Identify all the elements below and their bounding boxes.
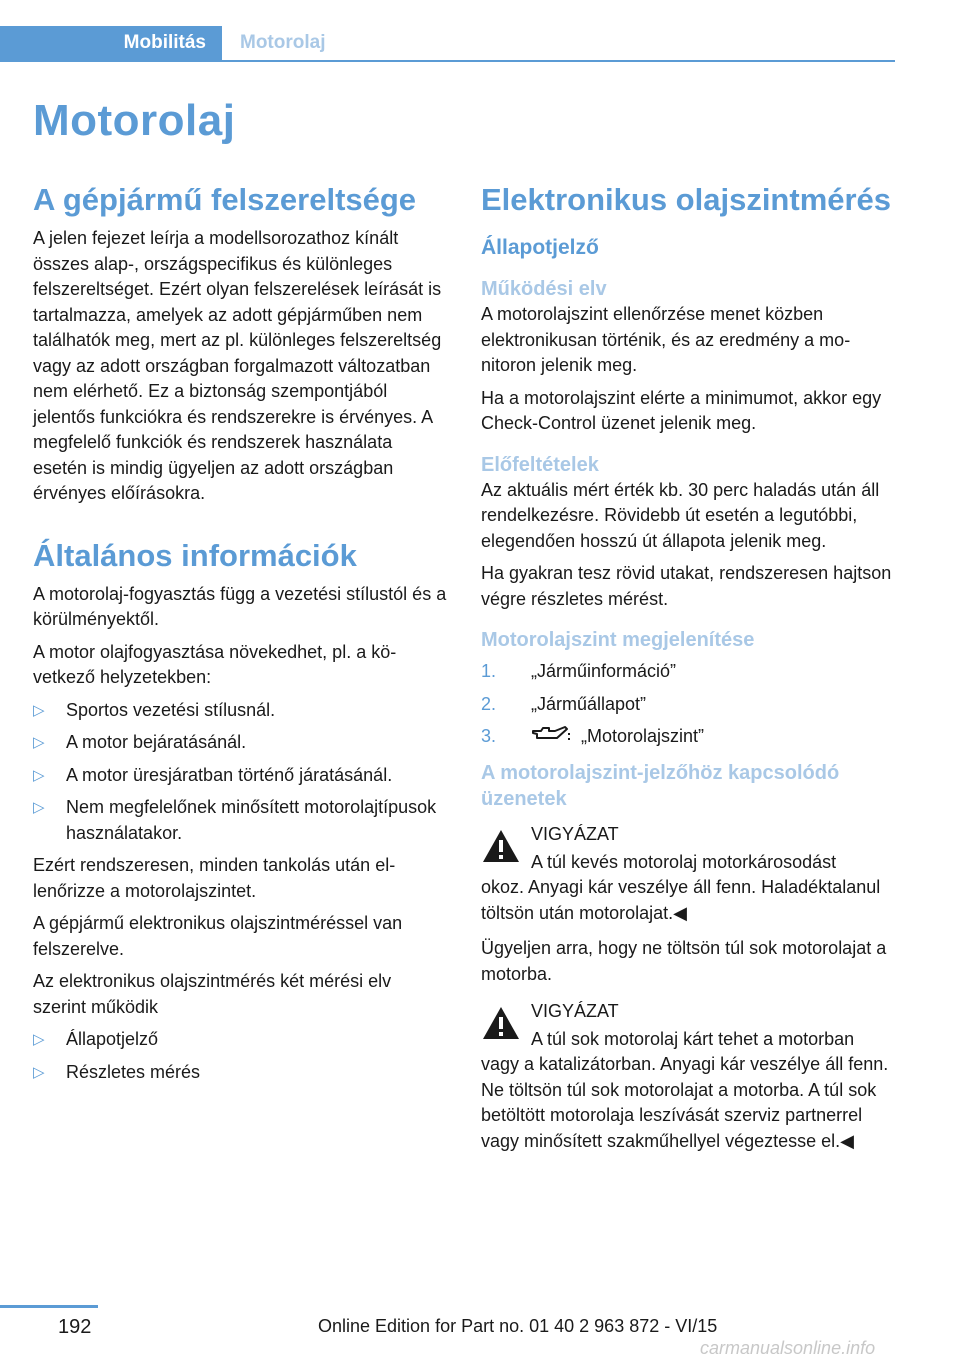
heading-uzenetek: A motorolajszint-jelzőhöz kapcsolódó üzenetek bbox=[481, 762, 840, 810]
section-title-elektronikus: Elektronikus olajszintmérés bbox=[481, 182, 892, 217]
right-column bbox=[481, 180, 896, 1161]
warning-text: A túl sok motorolaj kárt tehet a motorban bbox=[531, 1028, 855, 1049]
heading-megjelenites: Motorolajszint megjelenítése bbox=[481, 629, 755, 651]
triangle-bullet-icon: ▷ bbox=[33, 1063, 45, 1081]
paragraph: Az elektronikus olajszintmérés két mérési elv szerint működik bbox=[33, 971, 392, 1017]
paragraph: Ezért rendszeresen, minden tankolás után ellenőrizze a motorolajszintet. bbox=[33, 855, 396, 901]
paragraph: Ha gyakran tesz rövid utakat, rendszeresen hajtson végre részletes mérést. bbox=[481, 563, 892, 609]
bullet-list bbox=[33, 698, 448, 847]
watermark: carmanualsonline.info bbox=[700, 1338, 876, 1358]
header-tabs bbox=[0, 26, 895, 62]
paragraph: A motor olajfogyasztása növekedhet, pl. a következő helyzetekben: bbox=[33, 641, 397, 687]
tab-motorolaj[interactable]: Motorolaj bbox=[240, 32, 326, 53]
warning-triangle-icon bbox=[481, 1005, 521, 1046]
header-divider bbox=[0, 60, 895, 62]
paragraph: A motorolajszint ellenőrzése menet közben elektronikusan történik, és az eredmény a monitoron jelenik meg. bbox=[481, 304, 851, 375]
oil-can-icon bbox=[531, 725, 571, 751]
warning-text: okoz. Anyagi kár veszélye áll fenn. Haladéktalanul töltsön után motorolajat.◀ bbox=[481, 877, 881, 923]
paragraph: A motorolaj-fogyasztás függ a vezetési stílustól és a körülményektől. bbox=[33, 583, 447, 629]
list-item: ▷ Állapotjelző bbox=[33, 1027, 448, 1053]
warning-title: VIGYÁZAT bbox=[531, 824, 619, 844]
list-item: ▷ Sportos vezetési stílusnál. bbox=[33, 698, 448, 724]
triangle-bullet-icon: ▷ bbox=[33, 799, 45, 816]
triangle-bullet-icon: ▷ bbox=[33, 734, 45, 751]
triangle-bullet-icon: ▷ bbox=[33, 766, 45, 784]
list-item: ▷ Részletes mérés bbox=[33, 1060, 448, 1086]
paragraph: Ügyeljen arra, hogy ne töltsön túl sok motorolajat a motorba. bbox=[481, 938, 887, 984]
paragraph: A jelen fejezet leírja a modellsorozathoz kínált összes alap-, országspecifikus és különleges felszereltséget. Ezért olyan felszerelések leírását is tartalmazza, amelyek az adott gépjárműben nem találhatók meg, mert az pl. különleges felszereltség vagy az adott országban forgalmazott változatban nem elérhető. Ez a biztonság szempontjából jelentős funkciókra és rendszerekre is érvényes. A megfelelő funkciók és rendszerek használata esetén is mindig ügyeljen az adott országban érvényes előírásokra. bbox=[33, 228, 442, 503]
subsection-title-allapotjelzo: Állapotjelző bbox=[481, 236, 599, 259]
warning-box bbox=[481, 999, 896, 1052]
left-column bbox=[33, 180, 448, 1092]
page-title: Motorolaj bbox=[33, 96, 236, 145]
list-item: ▷ A motor bejáratásánál. bbox=[33, 730, 448, 756]
warning-text: vagy a katalizátorban. Anyagi kár veszélye áll fenn. Ne töltsön túl sok motorolajat a motorba. A túl sok betöltött motorolaja leszívását szerviz partnerrel vagy minősített szakműhellyel végeztesse el.◀ bbox=[481, 1054, 889, 1151]
section-title-altalanos: Általános információk bbox=[33, 537, 357, 573]
warning-text: A túl kevés motorolaj motorkárosodást bbox=[531, 851, 837, 872]
bullet-list-methods bbox=[33, 1027, 448, 1085]
page-number: 192 bbox=[58, 1316, 92, 1338]
list-item: 1. „Járműinformáció” bbox=[481, 661, 677, 681]
triangle-bullet-icon: ▷ bbox=[33, 701, 45, 719]
heading-elofeltetelek: Előfeltételek bbox=[481, 453, 599, 476]
paragraph: A gépjármű elektronikus olajszintméréssel van felszerelve. bbox=[33, 913, 403, 959]
section-title-felszereltseg: A gépjármű felszereltsége bbox=[33, 182, 417, 217]
warning-title: VIGYÁZAT bbox=[531, 1001, 619, 1021]
warning-triangle-icon bbox=[481, 828, 521, 869]
edition-info: Online Edition for Part no. 01 40 2 963 872 - VI/15 bbox=[318, 1316, 718, 1336]
heading-mukodesi-elv: Működési elv bbox=[481, 278, 607, 300]
list-item: ▷ A motor üresjáratban történő járatásánál. bbox=[33, 763, 448, 789]
tab-mobilitas[interactable]: Mobilitás bbox=[0, 26, 222, 60]
paragraph: Ha a motorolajszint elérte a minimumot, akkor egy Check-Control üzenet jelenik meg. bbox=[481, 387, 882, 433]
footer-divider bbox=[0, 1305, 98, 1308]
triangle-bullet-icon: ▷ bbox=[33, 1031, 45, 1048]
paragraph: Az aktuális mért érték kb. 30 perc haladás után áll rendelkezésre. Rövidebb út esetén a legutóbbi, elegendően hosszú út állapota jelenik meg. bbox=[481, 479, 880, 551]
list-item: 3. „Motorolajszint” bbox=[481, 724, 896, 750]
warning-box bbox=[481, 822, 896, 875]
list-item: 2. „Járműállapot” bbox=[481, 693, 647, 714]
list-item: ▷ Nem megfelelőnek minősített motorolajtípusok használatakor. bbox=[33, 797, 437, 843]
steps-list bbox=[481, 659, 896, 750]
